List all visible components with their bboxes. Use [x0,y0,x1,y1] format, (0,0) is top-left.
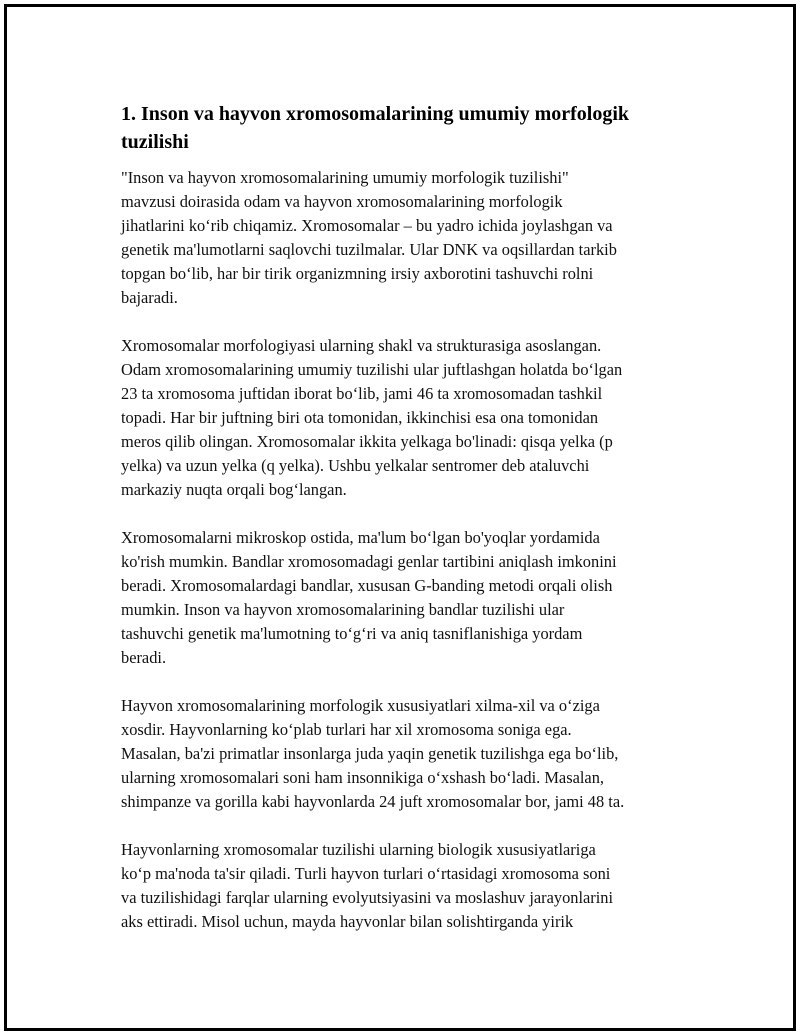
paragraph-line: genetik ma'lumotlarni saqlovchi tuzilmalar. Ular DNK va oqsillardan tarkib [121,240,617,259]
paragraph-line: yelka) va uzun yelka (q yelka). Ushbu yelkalar sentromer deb ataluvchi [121,456,590,475]
paragraph-line: 23 ta xromosoma juftidan iborat boʻlib, jami 46 ta xromosomadan tashkil [121,384,603,403]
paragraph-line: topgan boʻlib, har bir tirik organizmning irsiy axborotini tashuvchi rolni [121,264,594,283]
document-body [121,100,696,958]
paragraph-line: mumkin. Inson va hayvon xromosomalarining bandlar tuzilishi ular [121,600,565,619]
heading-line: 1. Inson va hayvon xromosomalarining umumiy morfologik [121,103,630,125]
paragraph-line: Xromosomalar morfologiyasi ularning shakl va strukturasiga asoslangan. [121,336,602,355]
paragraph-line: Odam xromosomalarining umumiy tuzilishi ular juftlashgan holatda boʻlgan [121,360,623,379]
paragraph-line: bajaradi. [121,288,178,307]
paragraph-line: markaziy nuqta orqali bogʻlangan. [121,480,347,499]
paragraph-line: va tuzilishidagi farqlar ularning evolyutsiyasini va moslashuv jarayonlarini [121,888,614,907]
paragraph [121,166,696,310]
paragraph-line: "Inson va hayvon xromosomalarining umumiy morfologik tuzilishi" [121,168,569,187]
paragraph-line: shimpanze va gorilla kabi hayvonlarda 24 juft xromosomalar bor, jami 48 ta. [121,792,625,811]
paragraph-line: Xromosomalarni mikroskop ostida, ma'lum boʻlgan bo'yoqlar yordamida [121,528,600,547]
paragraph-line: Hayvon xromosomalarining morfologik xususiyatlari xilma-xil va oʻziga [121,696,600,715]
paragraph-line: topadi. Har bir juftning biri ota tomonidan, ikkinchisi esa ona tomonidan [121,408,599,427]
paragraph-line: aks ettiradi. Misol uchun, mayda hayvonlar bilan solishtirganda yirik [121,912,574,931]
paragraph [121,526,696,670]
heading-line: tuzilishi [121,131,189,153]
section-heading [121,100,696,156]
paragraph-line: Hayvonlarning xromosomalar tuzilishi ularning biologik xususiyatlariga [121,840,596,859]
paragraph-line: beradi. [121,648,167,667]
paragraph-line: mavzusi doirasida odam va hayvon xromosomalarining morfologik [121,192,563,211]
paragraph-line: ko'rish mumkin. Bandlar xromosomadagi genlar tartibini aniqlash imkonini [121,552,617,571]
paragraph-line: xosdir. Hayvonlarning koʻplab turlari har xil xromosoma soniga ega. [121,720,572,739]
paragraph-line: ularning xromosomalari soni ham insonnikiga oʻxshash boʻladi. Masalan, [121,768,604,787]
paragraph-line: koʻp ma'noda ta'sir qiladi. Turli hayvon turlari oʻrtasidagi xromosoma soni [121,864,611,883]
paragraph [121,838,696,934]
paragraph-line: beradi. Xromosomalardagi bandlar, xususan G-banding metodi orqali olish [121,576,613,595]
paragraph [121,694,696,814]
paragraph-line: tashuvchi genetik ma'lumotning toʻgʻri va aniq tasniflanishiga yordam [121,624,583,643]
paragraph [121,334,696,502]
paragraph-line: meros qilib olingan. Xromosomalar ikkita yelkaga bo'linadi: qisqa yelka (p [121,432,613,451]
paragraph-line: Masalan, ba'zi primatlar insonlarga juda yaqin genetik tuzilishga ega boʻlib, [121,744,619,763]
page-frame [4,4,796,1031]
paragraph-line: jihatlarini koʻrib chiqamiz. Xromosomalar – bu yadro ichida joylashgan va [121,216,613,235]
